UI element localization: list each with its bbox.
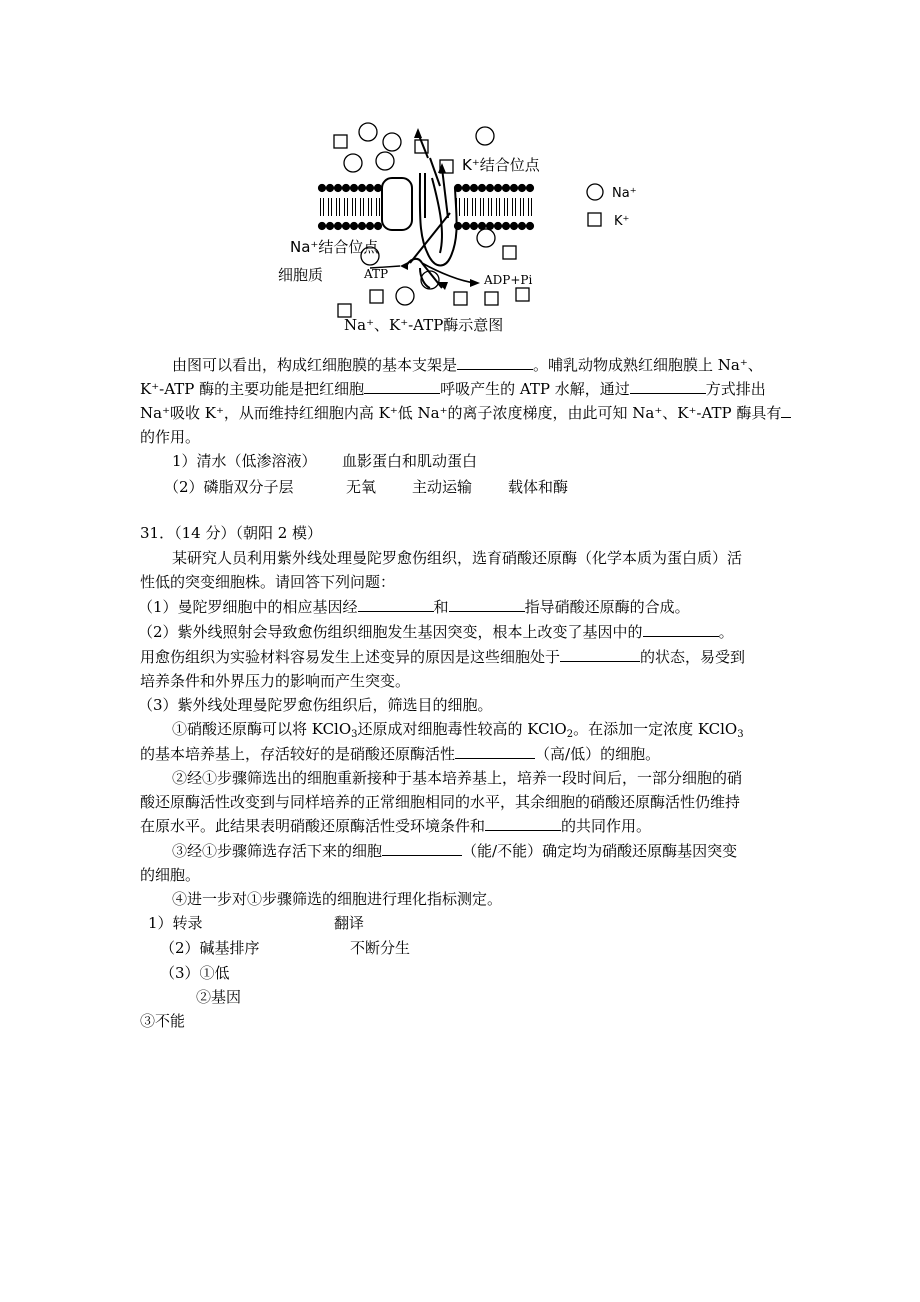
- answer-blank[interactable]: [560, 646, 640, 662]
- answer-text: 翻译: [334, 914, 365, 932]
- q31-text: （能/不能）确定均为硝酸还原酶基因突变: [462, 842, 738, 860]
- q30-answer-2c: [412, 476, 472, 498]
- q31-text: 。: [718, 623, 734, 641]
- q30-line1: [172, 354, 763, 376]
- q30-text: K⁺-ATP 酶的主要功能是把红细胞: [140, 380, 365, 398]
- q31-text: 还原成对细胞毒性较高的 KClO: [357, 720, 567, 738]
- legend: [587, 184, 637, 229]
- q31-sub3: [138, 694, 493, 716]
- answer-blank[interactable]: [643, 621, 719, 637]
- answer-blank[interactable]: [382, 840, 462, 856]
- answer-text: 主动运输: [412, 478, 473, 496]
- answer-blank[interactable]: [358, 596, 434, 612]
- q31-sub2-line2: [140, 646, 745, 668]
- q30-answer-1b: [342, 450, 477, 472]
- q30-line3: [140, 402, 791, 424]
- ion-symbols: [334, 123, 529, 317]
- q31-text: （3）紫外线处理曼陀罗愈伤组织后，筛选目的细胞。: [138, 696, 493, 714]
- q31-answer-1a: [148, 912, 203, 934]
- q30-text: Na⁺吸收 K⁺，从而维持红细胞内高 K⁺低 Na⁺的离子浓度梯度，由此可知 Na⁺、K⁺-ATP 酶具有: [140, 404, 782, 422]
- q30-line4: [140, 426, 200, 448]
- q31-answer-1b: [334, 912, 364, 934]
- q30-text: 呼吸产生的 ATP 水解，通过: [440, 380, 630, 398]
- q31-sub3-2-line3: [140, 815, 651, 837]
- q31-sub3-2-line2: [140, 791, 740, 813]
- q31-text: 的共同作用。: [561, 817, 652, 835]
- answer-blank[interactable]: [455, 743, 535, 759]
- q31-answer-3a: [160, 962, 230, 984]
- cytoplasm-label: 细胞质: [278, 266, 324, 284]
- answer-blank[interactable]: [630, 378, 706, 394]
- q31-answer-3b: [196, 986, 241, 1008]
- answer-blank[interactable]: [485, 815, 561, 831]
- q30-text: 由图可以看出，构成红细胞膜的基本支架是: [172, 356, 458, 374]
- q30-line2: [140, 378, 766, 400]
- subscript: 3: [351, 729, 358, 740]
- q31-sub3-1-line2: [140, 743, 660, 765]
- answer-text: 不断分生: [350, 939, 411, 957]
- answer-text: 无氧: [346, 478, 377, 496]
- q30-text: 的作用。: [140, 428, 201, 446]
- q31-sub2-line1: [138, 621, 734, 643]
- q31-text: ①硝酸还原酶可以将 KClO: [172, 720, 352, 738]
- answer-text: ②基因: [196, 988, 242, 1006]
- subscript: 3: [737, 729, 744, 740]
- answer-blank[interactable]: [781, 402, 791, 418]
- atp-label: ATP: [364, 267, 389, 281]
- answer-text: 血影蛋白和肌动蛋白: [342, 452, 478, 470]
- q31-head-text: 31．（14 分）（朝阳 2 模）: [140, 524, 323, 542]
- q31-text: （1）曼陀罗细胞中的相应基因经: [138, 598, 358, 616]
- q31-sub3-4: [172, 888, 502, 910]
- sodium-potassium-pump-diagram: [270, 118, 670, 340]
- legend-k: K⁺: [614, 214, 630, 229]
- q31-text: 某研究人员利用紫外线处理曼陀罗愈伤组织，选育硝酸还原酶（化学本质为蛋白质）活: [172, 549, 743, 567]
- adp-label: ADP+Pi: [484, 273, 533, 287]
- answer-text: 载体和酶: [508, 478, 569, 496]
- q31-sub1: [138, 596, 690, 618]
- q31-text: 。在添加一定浓度 KClO: [573, 720, 738, 738]
- legend-na: Na⁺: [612, 186, 637, 201]
- figure-caption: Na⁺、K⁺-ATP酶示意图: [344, 316, 504, 334]
- q31-text: （高/低）的细胞。: [535, 745, 661, 763]
- answer-blank[interactable]: [364, 378, 440, 394]
- q30-text: 。哺乳动物成熟红细胞膜上 Na⁺、: [533, 356, 763, 374]
- q31-text: 性低的突变细胞株。请回答下列问题：: [140, 573, 396, 591]
- q31-heading: [140, 522, 322, 544]
- q31-answer-2b: [350, 937, 410, 959]
- q31-text: ④进一步对①步骤筛选的细胞进行理化指标测定。: [172, 890, 503, 908]
- q30-answer-2d: [508, 476, 568, 498]
- q31-text: 指导硝酸还原酶的合成。: [524, 598, 690, 616]
- answer-text: （3）①低: [160, 964, 230, 982]
- q31-sub3-2-line1: [172, 767, 742, 789]
- q31-text: 和: [433, 598, 449, 616]
- q31-text: （2）紫外线照射会导致愈伤组织细胞发生基因突变，根本上改变了基因中的: [138, 623, 643, 641]
- q30-answer-1: [172, 450, 317, 472]
- q31-text: 酸还原酶活性改变到与同样培养的正常细胞相同的水平，其余细胞的硝酸还原酶活性仍维持: [140, 793, 741, 811]
- answer-text: （2）磷脂双分子层: [164, 478, 294, 496]
- q31-text: 的基本培养基上，存活较好的是硝酸还原酶活性: [140, 745, 456, 763]
- answer-text: （2）碱基排序: [160, 939, 260, 957]
- q31-answer-2a: [160, 937, 260, 959]
- answer-text: 1）转录: [148, 914, 203, 932]
- answer-text: 1）清水（低渗溶液）: [172, 452, 317, 470]
- q31-sub2-line3: [140, 670, 410, 692]
- q31-text: 的细胞。: [140, 866, 201, 884]
- q31-sub3-3-line1: [172, 840, 737, 862]
- q31-text: 培养条件和外界压力的影响而产生突变。: [140, 672, 411, 690]
- q30-text: 方式排出: [705, 380, 766, 398]
- q31-text: ②经①步骤筛选出的细胞重新接种于基本培养基上，培养一段时间后，一部分细胞的硝: [172, 769, 743, 787]
- q31-sub3-1-line1: [172, 718, 744, 746]
- answer-text: ③不能: [140, 1012, 186, 1030]
- q31-text: 用愈伤组织为实验材料容易发生上述变异的原因是这些细胞处于: [140, 648, 561, 666]
- answer-blank[interactable]: [457, 354, 533, 370]
- q30-answer-2b: [346, 476, 376, 498]
- q31-text: ③经①步骤筛选存活下来的细胞: [172, 842, 383, 860]
- q31-text: 在原水平。此结果表明硝酸还原酶活性受环境条件和: [140, 817, 486, 835]
- q31-sub3-3-line2: [140, 864, 200, 886]
- k-binding-site-label: K⁺结合位点: [462, 156, 540, 174]
- na-binding-site-label: Na⁺结合位点: [290, 238, 379, 256]
- q30-answer-2a: [164, 476, 294, 498]
- q31-intro-1: [172, 547, 742, 569]
- q31-answer-3c: [140, 1010, 185, 1032]
- q31-intro-2: [140, 571, 395, 593]
- subscript: 2: [566, 729, 574, 740]
- q31-text: 的状态，易受到: [640, 648, 746, 666]
- answer-blank[interactable]: [449, 596, 525, 612]
